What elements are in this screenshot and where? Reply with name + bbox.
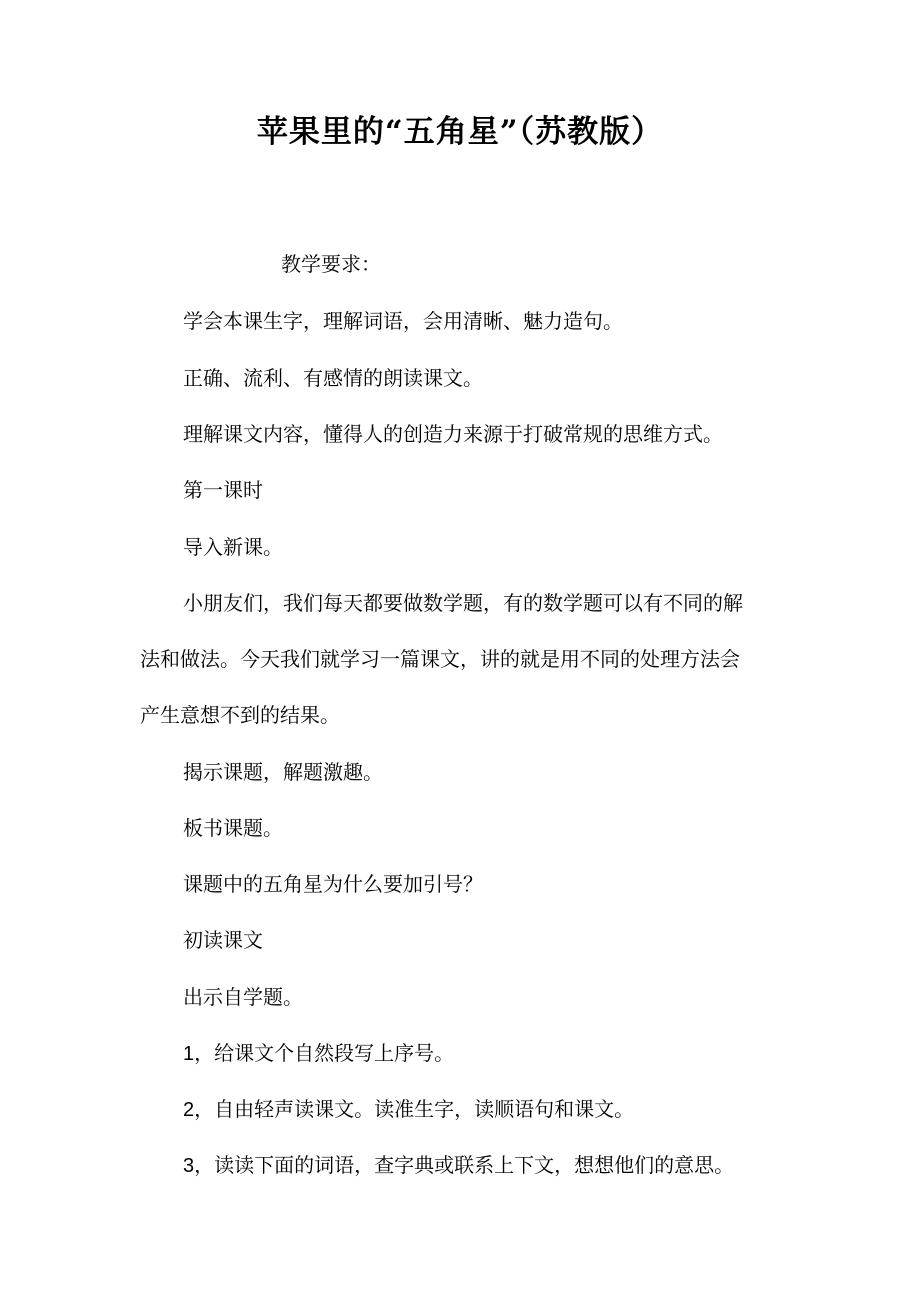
paragraph-line: 法和做法。今天我们就学习一篇课文，讲的就是用不同的处理方法会 <box>140 647 740 671</box>
task-text: ，自由轻声读课文。读准生字，读顺语句和课文。 <box>194 1097 635 1121</box>
task-item <box>183 1095 634 1124</box>
board-title-text: 板书课题。 <box>183 816 283 840</box>
section-heading-first-reading: 初读课文 <box>183 928 263 952</box>
task-number: 2 <box>183 1099 195 1121</box>
requirement-item: 理解课文内容，懂得人的创造力来源于打破常规的思维方式。 <box>183 422 723 446</box>
lesson-label: 第一课时 <box>183 478 263 502</box>
paragraph-line: 产生意想不到的结果。 <box>140 703 340 727</box>
section-heading-reveal: 揭示课题，解题激趣。 <box>183 760 383 784</box>
document-title: 苹果里的“五角星”（苏教版） <box>256 114 664 150</box>
task-item <box>183 1151 734 1180</box>
section-heading-intro: 导入新课。 <box>183 535 283 559</box>
question-text: 课题中的五角星为什么要加引号？ <box>183 872 483 896</box>
task-text: ，读读下面的词语，查字典或联系上下文，想想他们的意思。 <box>194 1153 735 1177</box>
task-number: 3 <box>183 1155 195 1177</box>
requirement-item: 学会本课生字，理解词语，会用清晰、魅力造句。 <box>183 309 623 333</box>
task-item <box>183 1039 454 1068</box>
paragraph-line: 小朋友们，我们每天都要做数学题，有的数学题可以有不同的解 <box>183 591 743 615</box>
requirement-item: 正确、流利、有感情的朗读课文。 <box>183 366 483 390</box>
task-text: ，给课文个自然段写上序号。 <box>194 1041 455 1065</box>
requirements-heading: 教学要求： <box>281 252 381 276</box>
task-number: 1 <box>183 1043 195 1065</box>
self-study-text: 出示自学题。 <box>183 985 303 1009</box>
